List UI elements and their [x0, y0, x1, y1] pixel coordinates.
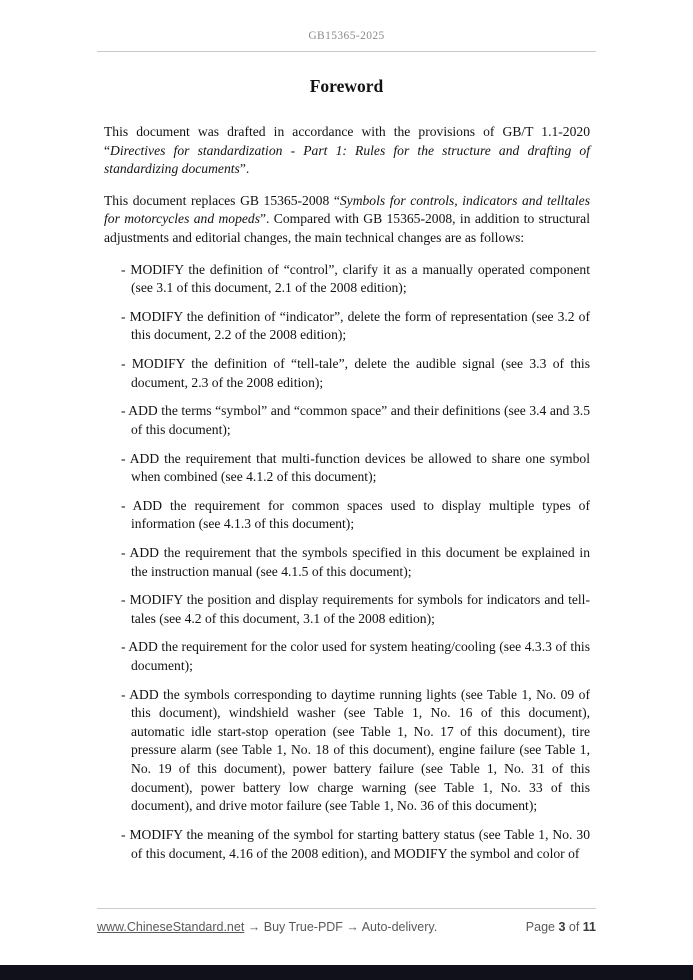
page-title: Foreword [309, 76, 384, 96]
change-list-item: - ADD the terms “symbol” and “common space” and their definitions (see 3.4 and 3.5 of this document); [121, 403, 590, 437]
change-list-item: - MODIFY the definition of “control”, clarify it as a manually operated component (see 3.1 of this document, 2.1 of the 2008 edition); [121, 261, 590, 296]
change-list-item: - MODIFY the meaning of the symbol for starting battery status (see Table 1, No. 30 of this document, 4.16 of the 2008 edition), and MODIFY the symbol and color of [121, 826, 590, 861]
paragraphs-container [104, 123, 590, 248]
document-number: GB15365-2025 [308, 30, 385, 42]
bottom-bar [0, 965, 693, 980]
header-divider [97, 51, 596, 52]
change-list-item: - MODIFY the definition of “indicator”, delete the form of representation (see 3.2 of this document, 2.2 of the 2008 edition); [121, 308, 590, 343]
page-label: Page [525, 920, 559, 934]
changes-list [104, 261, 590, 863]
document-content [0, 97, 693, 863]
page-total: 11 [582, 920, 596, 934]
page-indicator [526, 920, 596, 934]
paragraph: This document was drafted in accordance with the provisions of GB/T 1.1-2020 “Directives for standardization - Part 1: Rules for the structure and drafting of standardizing documents”. [104, 124, 590, 177]
change-list-item: - ADD the requirement that multi-function devices be allowed to share one symbol when combined (see 4.1.2 of this document); [121, 450, 590, 485]
change-list-item: - MODIFY the definition of “tell-tale”, delete the audible signal (see 3.3 of this document, 2.3 of the 2008 edition); [121, 356, 590, 390]
change-list-item: - MODIFY the position and display requirements for symbols for indicators and tell-tales (see 4.2 of this document, 3.1 of the 2008 edition); [121, 592, 590, 626]
page-header [0, 0, 693, 52]
change-list-item: - ADD the symbols corresponding to daytime running lights (see Table 1, No. 09 of this document), windshield washer (see Table 1, No. 16 of this document), automatic idle start-stop operation (see Table 1, No. 17 of this document), tire pressure alarm (see Table 1, No. 18 of this document), engine failure (see Table 1, No. 19 of this document), power battery failure (see Table 1, No. 31 of this document), power battery low charge warning (see Table 1, No. 33 of this document), and drive motor failure (see Table 1, No. 36 of this document); [121, 686, 590, 814]
page-footer [97, 908, 596, 934]
of-label: of [565, 920, 583, 934]
site-link[interactable]: www.ChineseStandard.net [97, 920, 245, 934]
footer-left [97, 920, 437, 934]
footer-tagline: → Buy True-PDF → Auto-delivery. [244, 920, 438, 934]
change-list-item: - ADD the requirement for the color used for system heating/cooling (see 4.3.3 of this document); [121, 639, 590, 674]
change-list-item: - ADD the requirement for common spaces used to display multiple types of information (see 4.1.3 of this document); [121, 497, 590, 532]
change-list-item: - ADD the requirement that the symbols specified in this document be explained in the instruction manual (see 4.1.5 of this document); [121, 544, 590, 579]
paragraph: This document replaces GB 15365-2008 “Symbols for controls, indicators and telltales for motorcycles and mopeds”. Compared with GB 15365-2008, in addition to structural adjustments and editorial changes, the main technical changes are as follows: [104, 192, 590, 246]
page-number: 3 [558, 920, 566, 934]
